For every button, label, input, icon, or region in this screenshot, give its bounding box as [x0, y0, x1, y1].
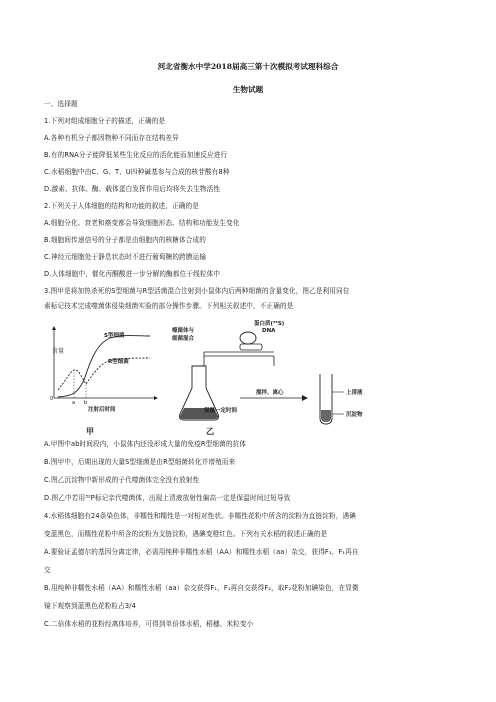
section-heading: 一、选择题: [44, 100, 78, 108]
question-line: A.细胞分化、衰老和癌变都会导致细胞形态、结构和功能发生变化: [44, 219, 240, 227]
graph-x-label: 注射后时间: [88, 407, 116, 413]
question-line: C.神经元细胞处于静息状态时不进行葡萄糖的跨膜运输: [44, 253, 207, 261]
phage-tail-icon: [240, 344, 262, 350]
r-bacteria-curve: [58, 358, 150, 390]
mixing-label: 噬菌体与: [172, 328, 195, 334]
question-line: 镜下观察到蓝黑色花粉粒占3/4: [44, 602, 136, 610]
precipitate-label: 沉淀物: [346, 412, 363, 418]
question-line: 2.下列关于人体细胞的结构和功能的叙述，正确的是: [44, 202, 199, 210]
figure-caption-yi: 乙: [206, 427, 214, 436]
question-line: B.细胞间传递信号的分子都是由细胞内的核糖体合成的: [44, 236, 207, 244]
s-bacteria-curve: [58, 336, 150, 398]
arrow-head-icon: [302, 395, 308, 401]
stir-label: 搅拌、离心: [256, 390, 284, 396]
question-line: B.用纯种非糯性水稻（AA）和糯性水稻（aa）杂交获得F₁，F₁再自交获得F₂，取F₂花粉加碘染色，在显微: [44, 584, 359, 592]
y-axis-arrow-icon: [52, 326, 56, 330]
question-line: A.甲图中ab时间段内，小鼠体内还没形成大量的免疫R型细菌的抗体: [44, 440, 247, 448]
x-axis-arrow-icon: [154, 396, 158, 400]
question-line: D.图乙中若用³²P标记亲代噬菌体，出现上清液放射性偏高一定是保温时间过短导致: [44, 494, 291, 502]
question-line: 素标记技术完成噬菌体侵染细菌实验的部分操作步骤。下列相关叙述中，不正确的是: [44, 302, 294, 310]
graph-y-label: 含量: [52, 348, 65, 355]
supernatant-label: 上清液: [346, 390, 363, 396]
graph-tick-a: a: [72, 400, 76, 406]
figure-caption-jia: 甲: [86, 427, 94, 436]
exam-title: 河北省衡水中学2018届高三第十次模拟考试理科综合: [157, 62, 339, 71]
question-line: B.有的RNA分子能降低某些生化反应的活化能而加速反应进行: [44, 151, 228, 159]
question-line: D.人体细胞中，催化丙酮酸进一步分解的酶都位于线粒体中: [44, 270, 221, 278]
exam-subtitle: 生物试题: [232, 85, 264, 94]
graph-tick-b: b: [84, 400, 88, 406]
precipitate-fill: [321, 410, 331, 422]
question-line: D.激素、抗体、酶、载体蛋白发挥作用后均将失去生物活性: [44, 185, 221, 193]
dna-label: DNA: [262, 328, 276, 334]
incubate-label: 保温一定时间: [204, 408, 238, 414]
question-line: C.水稻细胞中由C、G、T、U四种碱基参与合成的核苷酸有8种: [44, 168, 230, 176]
question-line: 交: [44, 566, 51, 574]
question-line: A.各种有机分子都因物种不同而存在结构差异: [44, 134, 179, 142]
graph-origin: 0: [50, 396, 54, 402]
question-line: A.要验证孟德尔的基因分离定律，必需用纯种非糯性水稻（AA）和糯性水稻（aa）杂交，获得F₁，F₁再自: [44, 548, 359, 556]
question-line: C.图乙沉淀物中新形成的子代噬菌体完全没有放射性: [44, 476, 200, 484]
question-line: 4.水稻体细胞有24条染色体，非糯性和糯性是一对相对性状。非糯性花粉中所含的淀粉为直链淀粉，遇碘: [44, 512, 357, 520]
r-curve-label: R型细菌: [108, 359, 129, 365]
question-line: 3.图甲是将加热杀死的S型细菌与R型活菌混合注射到小鼠体内后两种细菌的含量变化，图乙是利用同位: [44, 287, 350, 295]
s-curve-label: S型细菌: [104, 333, 125, 339]
phage-head-icon: [240, 332, 256, 344]
question-line: B.图甲中，后期出现的大量S型细菌是由R型细菌转化并增殖而来: [44, 458, 236, 466]
mixing-label-2: 细菌混合: [172, 336, 195, 342]
question-line: 1.下列对组成细胞分子的描述，正确的是: [44, 117, 166, 125]
question-line: C.二倍体水稻的花粉经离体培养，可得到单倍体水稻，稻穗、米粒变小: [44, 620, 254, 628]
protein-label: 蛋白质(³⁵S): [254, 321, 285, 327]
question-line: 变蓝黑色，而糯性花粉中所含的淀粉为支链淀粉，遇碘变橙红色。下列有关水稻的叙述正确的是: [44, 530, 328, 538]
